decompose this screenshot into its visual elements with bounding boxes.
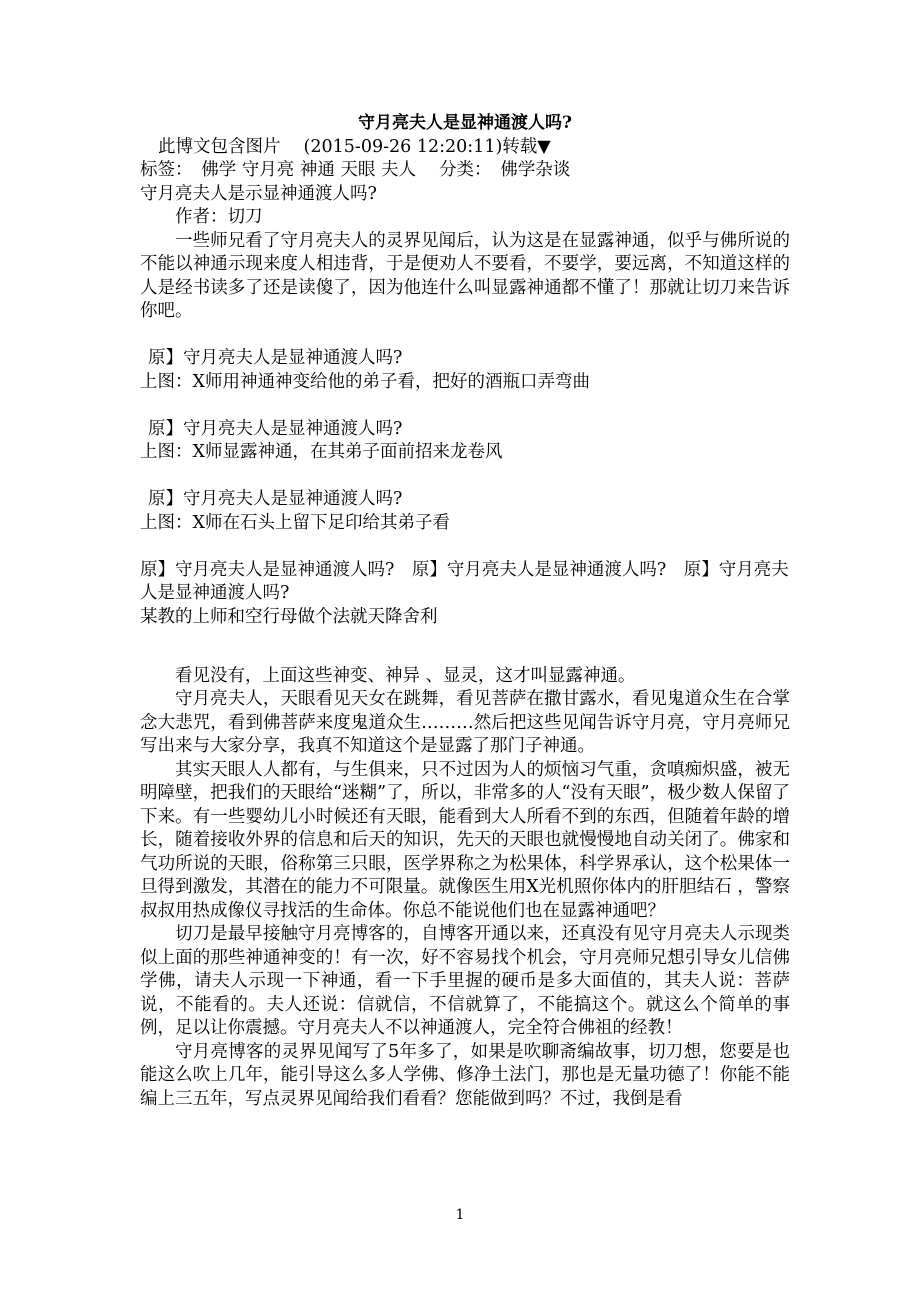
- figure-caption: 上图：X师用神通神变给他的弟子看，把好的酒瓶口弄弯曲: [140, 371, 590, 392]
- triple-figure-caption: 某教的上师和空行母做个法就天降舍利: [140, 606, 438, 627]
- figure-gap: [140, 465, 790, 489]
- triple-figure-ref: 原】守月亮夫人是显神通渡人吗? 原】守月亮夫人是显神通渡人吗? 原】守月亮夫人是显神通渡人吗?: [140, 559, 789, 603]
- body-paragraph: 其实天眼人人都有，与生俱来，只不过因为人的烦恼习气重，贪嗔痴炽盛，被无明障壁，把我们的天眼给“迷糊”了，所以，非常多的人“没有天眼”，极少数人保留了下来。有一些婴幼儿小时候还有天眼，能看到大人所看不到的东西，但随着年龄的增长，随着接收外界的信息和后天的知识，先天的天眼也就慢慢地自动关闭了。佛家和气功所说的天眼，俗称第三只眼，医学界称之为松果体，科学界承认，这个松果体一旦得到激发，其潜在的能力不可限量。就像医生用X光机照你体内的肝胆结石 ，警察叔叔用热成像仪寻找活的生命体。你总不能说他们也在显露神通吧？: [140, 759, 790, 921]
- figure-ref: 原】守月亮夫人是显神通渡人吗?: [148, 489, 403, 509]
- figure-ref: 原】守月亮夫人是显神通渡人吗?: [148, 348, 403, 368]
- section-gap: [140, 629, 790, 653]
- post-author: 作者：切刀: [175, 207, 263, 227]
- figure-ref: 原】守月亮夫人是显神通渡人吗?: [148, 418, 403, 439]
- post-subtitle: 守月亮夫人是示显神通渡人吗?: [140, 183, 377, 204]
- body-paragraph: 看见没有，上面这些神变、神异 、显灵，这才叫显露神通。: [175, 665, 636, 686]
- intro-paragraph: 一些师兄看了守月亮夫人的灵界见闻后，认为这是在显露神通，似乎与佛所说的不能以神通示现来度人相违背，于是便劝人不要看，不要学，要远离，不知道这样的人是经书读多了还是读傻了，因为他连什么叫显露神通都不懂了！那就让切刀来告诉你吧。: [140, 230, 790, 321]
- body-paragraph: 守月亮夫人，天眼看见天女在跳舞，看见菩萨在撒甘露水，看见鬼道众生在合掌念大悲咒，看到佛菩萨来度鬼道众生………然后把这些见闻告诉守月亮，守月亮师兄写出来与大家分享，我真不知道这个是显露了那门子神通。: [140, 689, 790, 756]
- section-gap: [140, 653, 790, 665]
- figure-caption: 上图：X师在石头上留下足印给其弟子看: [140, 512, 450, 533]
- figure-gap: [140, 535, 790, 559]
- figure-gap: [140, 394, 790, 418]
- document-body: [140, 112, 790, 1111]
- page-number: 1: [455, 1207, 465, 1223]
- post-tags: 标签： 佛学 守月亮 神通 天眼 夫人 分类： 佛学杂谈: [140, 160, 571, 180]
- body-paragraph: 切刀是最早接触守月亮博客的，自博客开通以来，还真没有见守月亮夫人示现类似上面的那些神通神变的！有一次，好不容易找个机会，守月亮师兄想引导女儿信佛学佛，请夫人示现一下神通，看一下手里握的硬币是多大面值的，其夫人说：菩萨说，不能看的。夫人还说：信就信，不信就算了，不能搞这个。就这么个简单的事例，足以让你震撼。守月亮夫人不以神通渡人，完全符合佛祖的经教！: [140, 924, 790, 1038]
- figure-gap: [140, 324, 790, 348]
- post-meta: 此博文包含图片 (2015-09-26 12:20:11)转载▼: [158, 136, 551, 157]
- document-title: 守月亮夫人是显神通渡人吗?: [358, 113, 572, 133]
- body-paragraph: 守月亮博客的灵界见闻写了5年多了，如果是吹聊斋编故事，切刀想，您要是也能这么吹上几年，能引导这么多人学佛、修净土法门，那也是无量功德了！你能不能编上三五年，写点灵界见闻给我们看看？您能做到吗？不过，我倒是看: [140, 1041, 790, 1109]
- figure-caption: 上图：X师显露神通，在其弟子面前招来龙卷风: [140, 442, 503, 462]
